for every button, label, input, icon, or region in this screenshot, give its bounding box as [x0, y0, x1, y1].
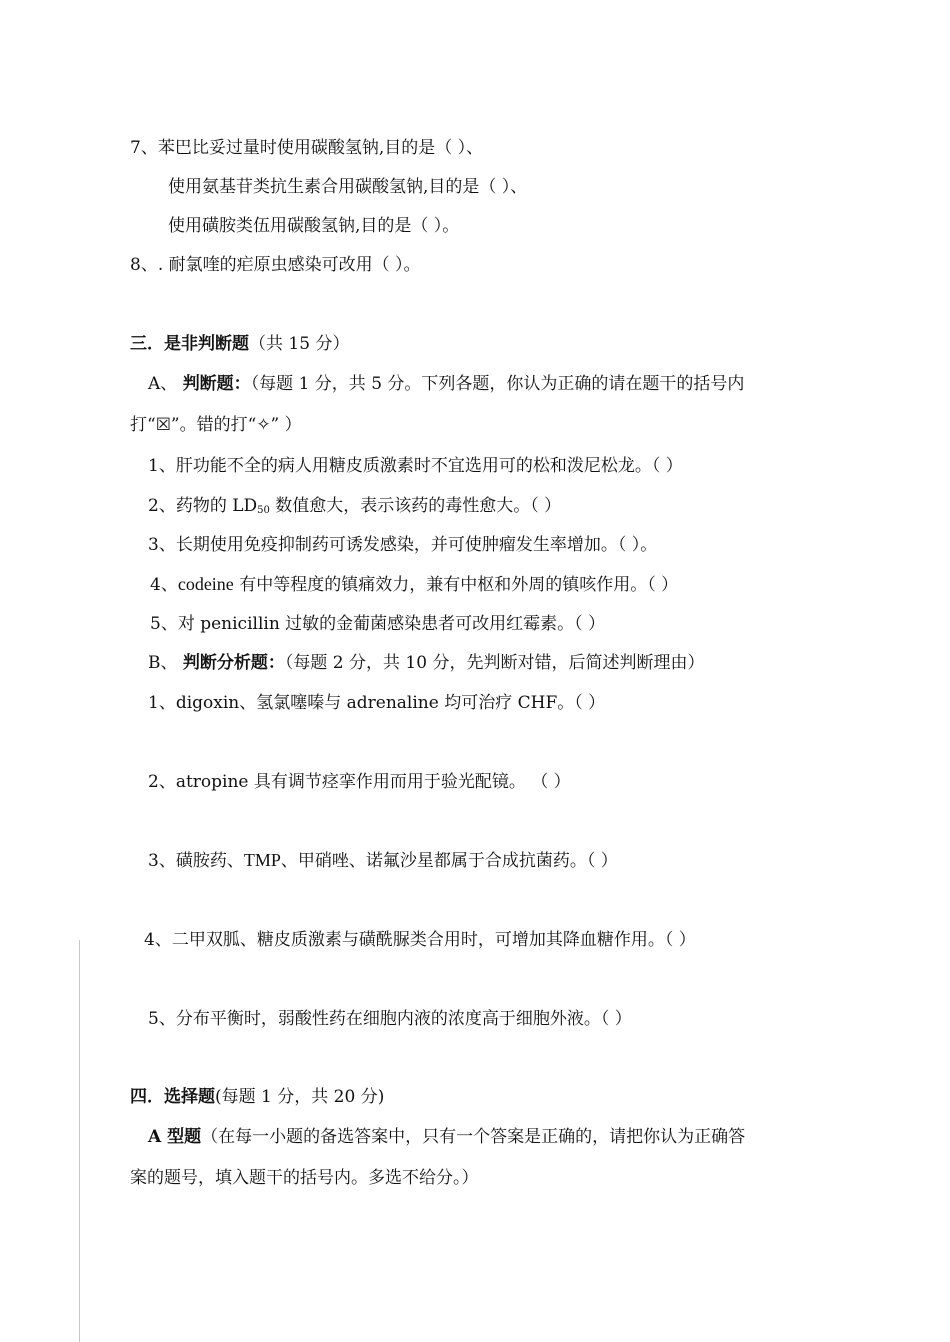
item-b3-text-after: 、甲硝唑、诺氟沙星都属于合成抗菌药。（ ） [280, 851, 618, 871]
item-2-text-before: 2、药物的 LD [148, 496, 258, 516]
item-4-drug-name: codeine [177, 574, 234, 594]
type-a-instruction-text: （在每一小题的备选答案中，只有一个答案是正确的，请把你认为正确答 [201, 1127, 746, 1147]
type-a-instruction-cont: 案的题号，填入题干的括号内。多选不给分。） [130, 1168, 479, 1188]
section-3-heading [130, 332, 349, 356]
part-b-item-5: 5、分布平衡时，弱酸性药在细胞内液的浓度高于细胞外液。（ ） [148, 1009, 632, 1029]
item-2-text-after: 数值愈大，表示该药的毒性愈大。（ ） [269, 496, 562, 516]
part-a-instruction-text: （每题 1 分，共 5 分。下列各题，你认为正确的请在题干的括号内 [250, 374, 745, 394]
question-8: 8、. 耐氯喹的疟原虫感染可改用（ ）。 [130, 255, 421, 275]
section-4-title: 四．选择题 [130, 1087, 215, 1107]
part-b-instruction [148, 651, 704, 675]
item-b3-drug-name: TMP [243, 850, 281, 870]
part-b-item-1: 1、digoxin、氢氯噻嗪与 adrenaline 均可治疗 CHF。（ ） [148, 693, 606, 713]
item-4-text-after: 有中等程度的镇痛效力，兼有中枢和外周的镇咳作用。（ ） [233, 575, 679, 595]
section-4-heading [130, 1085, 384, 1109]
part-a-instruction-cont: 打“☒”。错的打“✧” ） [130, 415, 302, 435]
part-a-item-2 [148, 494, 561, 518]
part-b-item-2: 2、atropine 具有调节痉挛作用而用于验光配镜。 （ ） [148, 772, 571, 792]
part-a-item-4 [150, 572, 678, 597]
part-a-instruction [148, 372, 744, 396]
part-a-item-3: 3、长期使用免疫抑制药可诱发感染，并可使肿瘤发生率增加。（ ）。 [148, 535, 658, 555]
part-a-prefix: A、 [148, 374, 183, 394]
part-b-label: 判断分析题： [182, 653, 285, 673]
question-7-line-3: 使用磺胺类伍用碳酸氢钠,目的是（ ）。 [168, 216, 460, 236]
item-b3-prefix: 3、磺胺药、 [148, 851, 244, 871]
type-a-label: A 型题 [148, 1127, 202, 1147]
part-a-item-5: 5、对 penicillin 过敏的金葡菌感染患者可改用红霉素。（ ） [150, 614, 606, 634]
part-b-instruction-text: （每题 2 分，共 10 分，先判断对错，后简述判断理由） [284, 653, 705, 673]
left-margin-rule [79, 940, 80, 1342]
section-4-note: (每题 1 分，共 20 分) [215, 1087, 385, 1107]
part-b-prefix: B、 [148, 653, 183, 673]
question-7-line-1: 7、苯巴比妥过量时使用碳酸氢钠,目的是（ ）、 [130, 138, 484, 158]
item-2-subscript: 50 [257, 505, 270, 516]
question-7-line-2: 使用氨基苷类抗生素合用碳酸氢钠,目的是（ ）、 [168, 177, 528, 197]
part-b-item-3 [148, 848, 618, 873]
type-a-instruction [148, 1125, 745, 1149]
section-3-note: （共 15 分） [249, 334, 350, 354]
part-a-label: 判断题： [182, 374, 251, 394]
section-3-title: 三．是非判断题 [130, 334, 249, 354]
part-b-item-4: 4、二甲双胍、糖皮质激素与磺酰脲类合用时，可增加其降血糖作用。（ ） [144, 930, 696, 950]
part-a-item-1: 1、肝功能不全的病人用糖皮质激素时不宜选用可的松和泼尼松龙。（ ） [148, 456, 683, 476]
item-4-prefix: 4、 [150, 575, 178, 595]
